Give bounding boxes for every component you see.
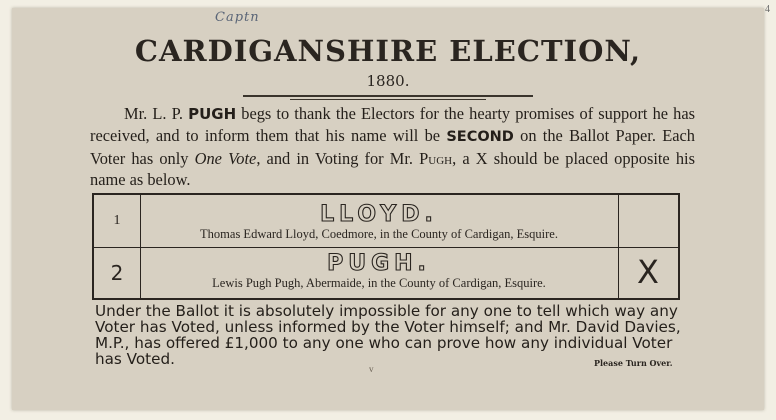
one-vote-emphasis: One Vote [194,149,257,168]
ballot-candidate-pugh [142,251,616,291]
ballot-number-2: 2 [110,261,124,285]
ballot-row-divider [94,247,678,248]
candidate-description: Thomas Edward Lloyd, Coedmore, in the County of Cardigan, Esquire. [200,227,558,241]
candidate-name: PUGH [188,105,237,123]
divider [243,95,533,97]
ballot-number-1: 1 [113,213,121,228]
election-year: 1880. [366,72,410,90]
paragraph-text: , and in Voting for Mr. [256,149,420,168]
corner-mark: 4 [765,4,770,15]
candidate-description: Lewis Pugh Pugh, Abermaide, in the County of Cardigan, Esquire. [212,276,546,290]
intro-text: Mr. L. P. [124,104,189,123]
pugh-smallcaps: Pugh [419,149,453,168]
paragraph-text: begs to thank the Electors for the hearty promises of support he has received, and to inform them that his name will be [90,104,696,145]
ballot-candidate-lloyd [142,202,616,242]
please-turn-over: Please Turn Over. [594,358,673,368]
printer-mark: v [369,364,374,374]
announcement-paragraph [90,103,695,190]
page-title: CARDIGANSHIRE ELECTION, [134,34,642,68]
candidate-surname: LLOYD. [320,202,438,227]
second-emphasis: SECOND [446,129,514,145]
footer-notice: Under the Ballot it is absolutely impossible for any one to tell which way any Voter has Voted, unless informed by the Voter himself; and Mr. David Davies, M.P., has offered £1,000 to any one who can prove how any individual Voter has Voted. [95,302,681,368]
candidate-surname: PUGH. [327,251,431,276]
handwritten-note: Captn [215,10,260,25]
sample-ballot [92,193,680,300]
vote-mark: X [637,253,659,291]
paragraph-text: on the Ballot Paper. Each Voter has only [90,126,695,168]
divider-thin [290,99,486,100]
paragraph-text: , a X should be placed opposite his name as below. [90,149,695,189]
